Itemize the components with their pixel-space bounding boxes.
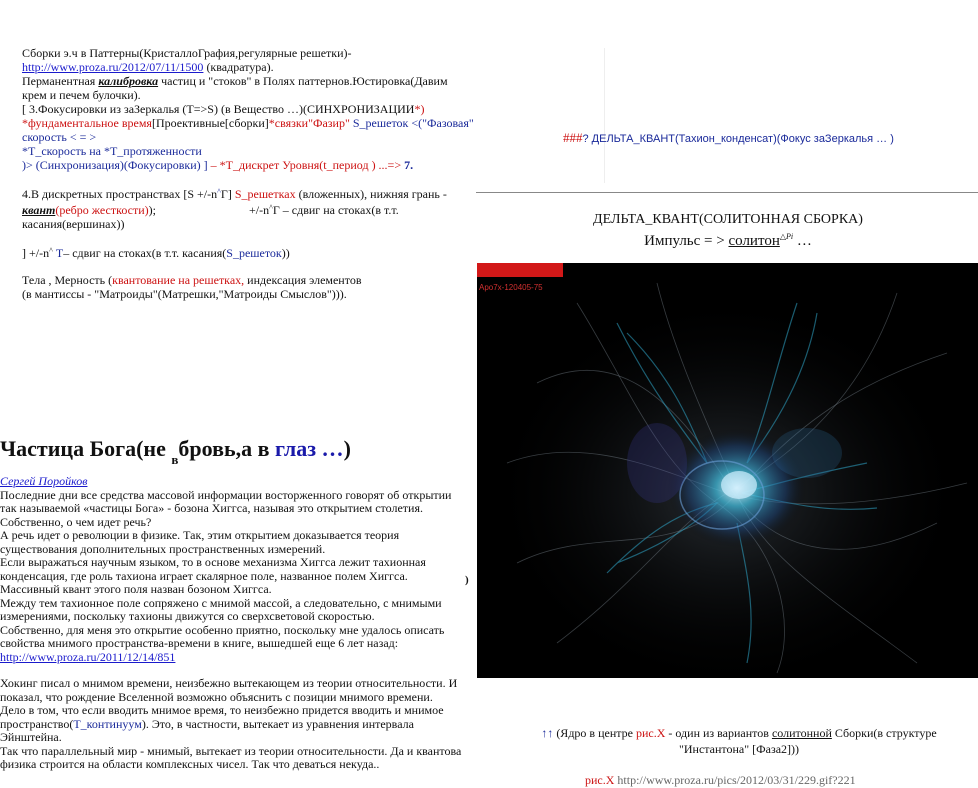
article-line: так называемой «частицы Бога» - бозона Хиггса, называя это открытием столетия.: [0, 501, 423, 515]
tb-line: [22, 102, 474, 116]
tb-line: [22, 74, 474, 88]
tb-red-text: квантование на решетках,: [112, 273, 245, 287]
delta-title-line1: ДЕЛЬТА_КВАНТ(СОЛИТОННАЯ СБОРКА): [593, 212, 863, 227]
section-divider: [476, 192, 978, 193]
author-link[interactable]: Сергей Поройков: [0, 474, 88, 488]
title-eye-word: глаз …: [275, 436, 344, 461]
tb-text: ] +/-n: [22, 246, 50, 260]
article-line: [0, 718, 461, 732]
stray-paren: ): [465, 574, 469, 586]
right-header: [563, 130, 894, 146]
bottom-link[interactable]: [585, 773, 856, 788]
up-arrows-icon: ↑↑: [541, 726, 554, 740]
calibration-word: калибровка: [98, 74, 159, 88]
tb-text: (в мантиссы - "Матроиды"(Матрешки,"Матроиды Смыслов"))).: [22, 287, 347, 301]
tb-blue-text: S_решеток <("Фазовая": [349, 116, 474, 130]
article-line: Дело в том, что если вводить мнимое время, то неизбежно придется вводить и мнимое: [0, 703, 444, 717]
fractal-label: Apo7x-120405-75: [479, 283, 543, 292]
article-line: Эйнштейна.: [0, 730, 62, 744]
tb-line: [22, 116, 474, 130]
article-paragraph-2-rest: [0, 731, 461, 772]
article-paragraph-2: [0, 677, 461, 718]
tb-text: касания(вершинах)): [22, 217, 125, 231]
delta-quant-link-text: ? ДЕЛЬТА_КВАНТ(Тахион_конденсат)(Фокус заЗеркалья … ): [582, 133, 894, 145]
patterns-link[interactable]: http://www.proza.ru/2012/07/11/1500: [22, 60, 204, 74]
tb-line: [22, 287, 474, 301]
article-line: Если выражаться научным языком, то в основе механизма Хиггса лежит тахионная: [0, 555, 426, 569]
tb-text: +/-n: [248, 203, 270, 217]
tb-text: );: [148, 203, 156, 217]
bottom-url[interactable]: http://www.proza.ru/pics/2012/03/31/229.gif?221: [614, 773, 856, 787]
tb-line: [22, 244, 474, 260]
tb-line: [22, 273, 474, 287]
article-line: Массивный квант этого поля назван бозоном Хиггса.: [0, 582, 272, 596]
tb-red-text: – *Т_дискрет Уровня(t_период ) ...=>: [207, 158, 405, 172]
ellipsis: …: [793, 233, 812, 249]
article-line: Собственно, для меня это открытие особенно приятно, поскольку мне удалось описать: [0, 622, 445, 637]
tb-text: [Проективные[сборки]: [151, 116, 269, 130]
tb-text: (квадратура).: [203, 60, 274, 74]
tb-text: Сборки э.ч в Паттерны(КристаллоГрафия,регулярные решетки)-: [22, 46, 352, 60]
tb-text: )): [281, 246, 290, 260]
article-text: пространство(: [0, 716, 74, 731]
soliton-word: солитонной: [771, 726, 832, 740]
tb-blue-text: скорость < = >: [22, 130, 97, 144]
top-text-block: [22, 46, 474, 301]
tb-blue-text: Т: [52, 246, 64, 260]
fig-x: рис.Х: [635, 726, 666, 740]
tb-text: 4.В дискретных пространствах [S +/-n: [22, 187, 218, 201]
article-line: физика строится на области комплексных чисел. Так что деваться некуда..: [0, 757, 380, 771]
tb-text: Г – сдвиг на стоках(в т.т.: [272, 203, 399, 217]
caption-line2: "Инстантона" [Фаза2])): [678, 742, 800, 756]
title-part: Частица Бога(не: [0, 436, 172, 461]
article-line: существования дополнительных пространственных измерений.: [0, 541, 326, 556]
hash-marks: ###: [563, 130, 583, 145]
tb-line: [22, 60, 474, 74]
delta-pi-icon: △Pi: [779, 232, 794, 241]
article-line: А речь идет о революции в физике. Так, этим открытием доказывается теория: [0, 528, 400, 542]
caption-text: Сборки(в структуре: [831, 726, 937, 740]
article-title: [0, 434, 351, 475]
fig-x: рис.Х: [585, 773, 615, 787]
tb-line: [22, 144, 474, 158]
article-line: свойства мнимого пространства-времени в книге, вышедшей еще 6 лет назад:: [0, 636, 399, 650]
pi-label: Pi: [786, 232, 794, 241]
delta-symbol-icon: ^: [217, 187, 221, 196]
tb-text: частиц и "стоков" в Полях паттернов.Юстировка(Давим: [158, 74, 448, 88]
tb-red-text: S_решетках: [231, 187, 296, 201]
article-line: показал, что рождение Вселенной возможно объяснить с позиции мнимого времени.: [0, 689, 433, 704]
tb-line: [22, 46, 474, 60]
caption-line1: [500, 725, 978, 741]
tb-text: (вложенных), нижняя грань -: [295, 187, 447, 201]
delta-symbol-icon: ^: [49, 246, 53, 255]
delta-title: [478, 211, 978, 250]
caption-text: - один из вариантов: [665, 726, 772, 740]
tb-blue-text: 7.: [404, 158, 414, 172]
tb-line: [22, 88, 474, 102]
tb-line: [22, 217, 474, 231]
image-caption: [500, 725, 978, 757]
tb-line: [22, 185, 474, 201]
caption-text: (Ядро в центре: [553, 726, 636, 740]
tb-line: [22, 130, 474, 144]
tb-blue-text: S_решеток: [226, 246, 282, 260]
delta-symbol-icon: ^: [269, 203, 273, 212]
t-continuum: Т_континуум: [73, 716, 142, 731]
tb-red-text: (ребро жесткости): [55, 203, 149, 217]
fundamental-time: *фундаментальное время: [22, 116, 152, 130]
article-line: Так что параллельный мир - мнимый, вытекает из теории относительности. Да и квантова: [0, 743, 462, 758]
article-line: Между тем тахионное поле сопряжено с мнимой массой, а следовательно, с мнимыми: [0, 595, 442, 610]
tb-red-text: *связки"Фазир": [268, 116, 350, 130]
tb-line: [22, 201, 474, 217]
tb-text: – сдвиг на стоках(в т.т. касания(: [63, 246, 227, 260]
article-line: измерениями, поскольку тахионы движутся со сверхсветовой скоростью.: [0, 609, 375, 623]
article-line: Последние дни все средства массовой информации восторженного говорят об открытии: [0, 487, 452, 502]
column-divider: [604, 48, 605, 183]
tb-text: Тела , Мерность (: [22, 273, 113, 287]
book-link[interactable]: http://www.proza.ru/2011/12/14/851: [0, 649, 176, 664]
delta-title-line2: [478, 228, 978, 250]
tb-text: [ 3.Фокусировки из заЗеркалья (Т=>S) (в Вещество …)(СИНХРОНИЗАЦИИ: [22, 102, 415, 116]
tb-text: Перманентная: [22, 74, 99, 88]
tb-blue-text: )> (Синхронизация)(Фокусировки) ]: [22, 158, 208, 172]
fractal-drawing: [477, 263, 978, 678]
tb-red-text: *): [414, 102, 425, 116]
article-line: Хокинг писал о мнимом времени, неизбежно вытекающем из теории относительности. И: [0, 676, 458, 690]
impulse-text: Импульс = >: [644, 233, 729, 249]
tb-text: Г]: [220, 187, 232, 201]
article-paragraph-1: [0, 489, 461, 651]
article-text: ). Это, в частности, вытекает из уравнения интервала: [141, 716, 414, 731]
title-part: ): [343, 436, 351, 461]
title-sub: в: [171, 452, 179, 467]
article-line: Собственно, о чем идет речь?: [0, 514, 152, 529]
tb-text: индексация элементов: [244, 273, 362, 287]
quantum-word: квант: [22, 203, 56, 217]
article-body: [0, 475, 461, 772]
fractal-image: [477, 263, 978, 678]
tb-line: [22, 158, 474, 172]
tb-text: крем и печем булочки).: [22, 88, 141, 102]
tb-blue-text: *Т_скорость на *Т_протяженности: [22, 144, 202, 158]
title-part: бровь,а в: [178, 436, 275, 461]
article-line: конденсация, где роль тахиона играет скалярное поле, названное полем Хиггса.: [0, 568, 408, 583]
soliton-word: солитон: [728, 233, 780, 249]
